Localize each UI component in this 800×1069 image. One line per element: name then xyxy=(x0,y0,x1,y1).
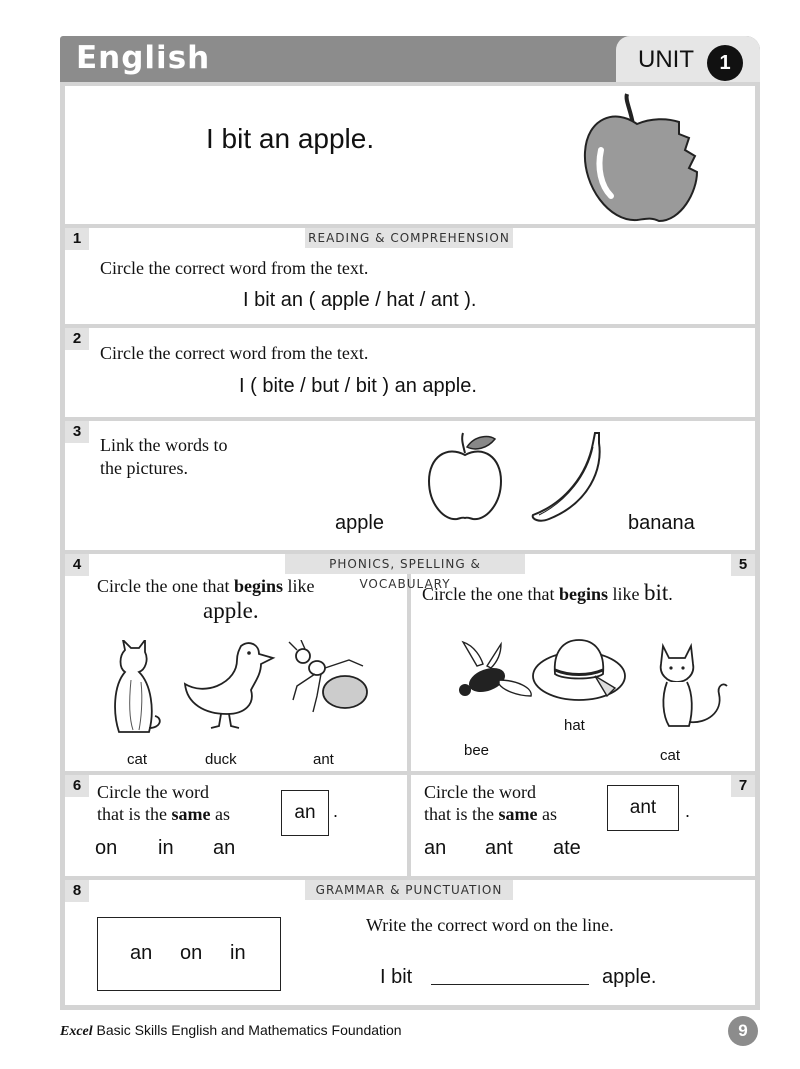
banana-icon xyxy=(529,429,609,525)
q7-option-ate[interactable]: ate xyxy=(553,837,581,859)
question-number: 3 xyxy=(65,421,89,443)
page-number: 9 xyxy=(728,1016,758,1046)
q8-word-in: in xyxy=(230,942,246,964)
ant-icon xyxy=(287,640,377,724)
q7-period: . xyxy=(685,801,691,821)
q5-instruction: Circle the one that begins like bit. xyxy=(422,580,673,605)
question-7-panel xyxy=(411,775,755,876)
question-5-panel xyxy=(411,554,755,771)
question-number: 4 xyxy=(65,554,89,576)
question-number: 2 xyxy=(65,328,89,350)
q8-sentence-start: I bit xyxy=(380,966,413,988)
bee-icon xyxy=(441,640,537,720)
q4-label-duck: duck xyxy=(205,751,237,768)
subject-title: English xyxy=(76,40,211,76)
cat-sitting-icon xyxy=(105,640,165,740)
q4-label-cat: cat xyxy=(127,751,148,768)
q7-option-an[interactable]: an xyxy=(424,837,447,859)
duck-icon xyxy=(181,640,277,730)
question-number: 6 xyxy=(65,775,89,797)
q5-label-bee: bee xyxy=(464,742,490,759)
q6-instruction-line2: that is the same as xyxy=(97,804,230,824)
q1-instruction: Circle the correct word from the text. xyxy=(100,258,369,278)
q2-sentence: I ( bite / but / bit ) an apple. xyxy=(239,375,477,397)
question-8-panel xyxy=(65,880,755,1005)
worksheet-frame xyxy=(60,82,760,1010)
question-1-panel xyxy=(65,228,755,324)
q4-target: apple. xyxy=(203,598,259,623)
q7-option-ant[interactable]: ant xyxy=(485,837,513,859)
q7-instruction-line1: Circle the word xyxy=(424,782,536,802)
question-number: 5 xyxy=(731,554,755,576)
q3-instruction-line2: the pictures. xyxy=(100,458,188,478)
q8-word-an: an xyxy=(130,942,153,964)
cat-icon xyxy=(649,642,729,732)
q6-option-in[interactable]: in xyxy=(158,837,174,859)
question-number: 1 xyxy=(65,228,89,250)
question-number: 7 xyxy=(731,775,755,797)
question-6-panel xyxy=(65,775,407,876)
footer-text: Excel Basic Skills English and Mathematics Foundation xyxy=(60,1022,402,1039)
apple-icon xyxy=(425,431,505,523)
unit-number-badge: 1 xyxy=(707,45,743,81)
q4-label-ant: ant xyxy=(313,751,334,768)
title-panel xyxy=(65,86,755,224)
q8-instruction: Write the correct word on the line. xyxy=(366,915,614,935)
question-4-panel xyxy=(65,554,407,771)
section-label-grammar: GRAMMAR & PUNCTUATION xyxy=(305,880,513,900)
q6-option-on[interactable]: on xyxy=(95,837,118,859)
q3-word-banana: banana xyxy=(628,512,695,534)
q8-word-box xyxy=(97,917,281,991)
q6-period: . xyxy=(333,801,339,821)
q8-answer-line[interactable] xyxy=(431,984,589,985)
q6-option-an[interactable]: an xyxy=(213,837,236,859)
q2-instruction: Circle the correct word from the text. xyxy=(100,343,369,363)
unit-label: UNIT xyxy=(638,46,694,73)
question-number: 8 xyxy=(65,880,89,902)
q1-sentence: I bit an ( apple / hat / ant ). xyxy=(243,289,477,311)
bitten-apple-icon xyxy=(575,90,705,224)
q8-word-on: on xyxy=(180,942,203,964)
section-label-reading: READING & COMPREHENSION xyxy=(305,228,513,248)
q5-label-hat: hat xyxy=(564,717,585,734)
q7-target-box: ant xyxy=(607,785,679,831)
title-sentence: I bit an apple. xyxy=(206,123,375,154)
q6-instruction-line1: Circle the word xyxy=(97,782,209,802)
section-label-phonics: PHONICS, SPELLING & VOCABULARY xyxy=(285,554,525,574)
hat-icon xyxy=(529,632,629,708)
footer-brand: Excel xyxy=(60,1024,93,1039)
q8-sentence-end: apple. xyxy=(602,966,657,988)
q4-instruction: Circle the one that begins like xyxy=(97,576,315,596)
q3-instruction-line1: Link the words to xyxy=(100,435,228,455)
question-3-panel xyxy=(65,421,755,550)
q6-target-box: an xyxy=(281,790,329,836)
q3-word-apple: apple xyxy=(335,512,384,534)
q7-instruction-line2: that is the same as xyxy=(424,804,557,824)
question-2-panel xyxy=(65,328,755,417)
q5-label-cat: cat xyxy=(660,747,681,764)
